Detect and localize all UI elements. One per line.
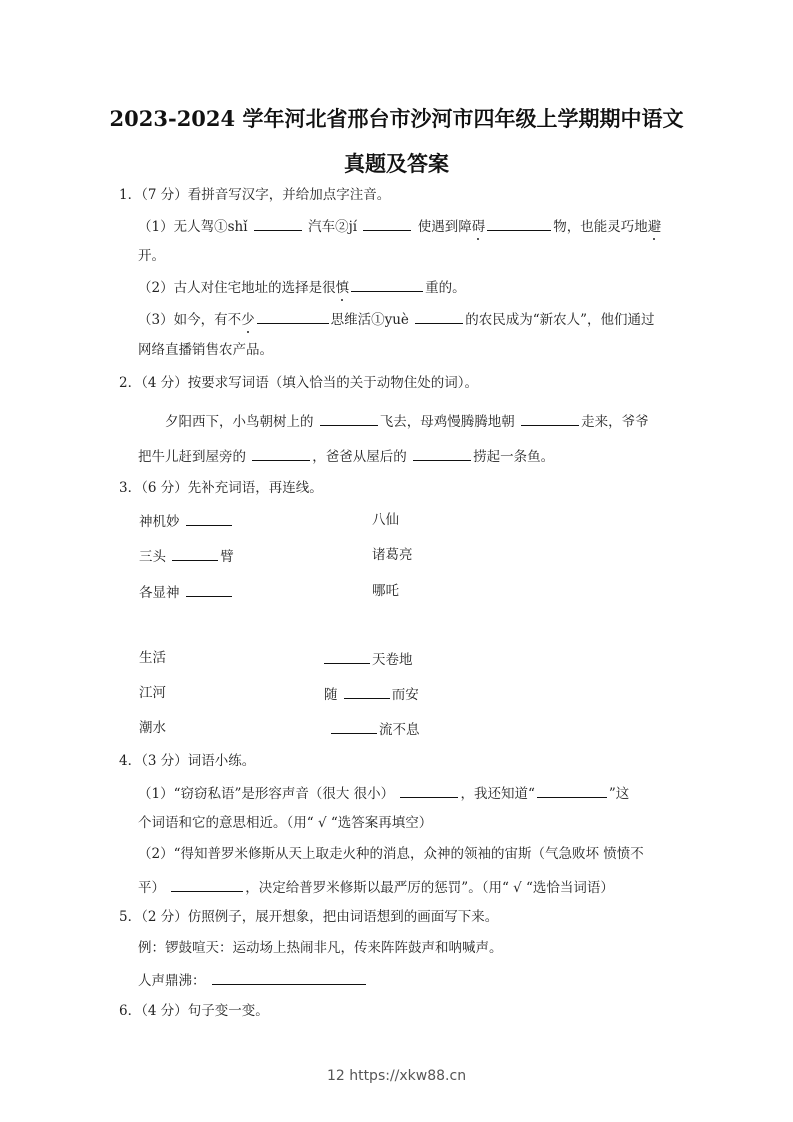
q1-sub3-text-c: 的农民成为“新农人”，他们通过	[465, 312, 655, 328]
q3-blank-5[interactable]	[344, 684, 390, 699]
q1-sub2-text-a: （2）古人对住宅地址的选择是很	[138, 280, 336, 296]
q4-sub1: （1）“窃窃私语”是形容声音（很大 很小） ，我还知道“ ”这	[138, 783, 629, 803]
q3-right-item-2: 诸葛亮	[372, 547, 413, 563]
q1-sub1	[138, 216, 661, 236]
q1-sub1-text-b: 汽车②jí	[308, 219, 358, 235]
q3-left2-item-2: 江河	[139, 685, 166, 701]
q2-text-c: 走来，爷爷	[581, 414, 649, 430]
q2-text-d: 把牛儿赶到屋旁的	[138, 449, 246, 465]
q4-blank-3[interactable]	[171, 877, 243, 892]
q1-sub3-cont: 网络直播销售农产品。	[138, 342, 273, 358]
q2-text-e: ，爸爸从屋后的	[312, 449, 407, 465]
q1-blank-6[interactable]	[415, 309, 463, 324]
q1-sub2-text-b: 重的。	[425, 280, 466, 296]
q1-sub1-text-c: 使遇到障	[417, 219, 472, 235]
q3-left-item-2: 三头 臂	[139, 546, 234, 566]
q3-blank-4[interactable]	[324, 649, 370, 664]
q4-blank-1[interactable]	[400, 783, 458, 798]
q1-sub1-cont: 开。	[138, 248, 165, 264]
document-title-line2: 真题及答案	[344, 151, 449, 176]
q2-text-b: 飞去，母鸡慢腾腾地朝	[379, 414, 515, 430]
q3-left2-item-3: 潮水	[139, 720, 166, 736]
q1-dotted-char-3: 慎	[335, 280, 350, 296]
q3-blank-1[interactable]	[186, 511, 232, 526]
q1-blank-4[interactable]	[351, 277, 423, 292]
q1-dotted-char-4: 少	[241, 312, 255, 328]
q2-para2	[138, 446, 554, 466]
q3-header: 3．（6 分）先补充词语，再连线。	[119, 480, 323, 496]
q3-right2-item-3: 流不息	[329, 719, 420, 739]
q1-sub3	[138, 309, 655, 329]
q2-para1	[165, 411, 649, 431]
q1-blank-5[interactable]	[257, 309, 329, 324]
q2-header: 2．（4 分）按要求写词语（填入恰当的关于动物住处的词）。	[119, 375, 478, 391]
q2-blank-3[interactable]	[252, 446, 310, 461]
q1-dotted-char-2: 避	[647, 219, 662, 235]
q3-blank-2[interactable]	[172, 546, 218, 561]
q3-left-item-3: 各显神	[139, 582, 234, 602]
document-title-line1: 2023-2024 学年河北省邢台市沙河市四年级上学期期中语文	[109, 106, 684, 131]
q3-right2-item-1: 天卷地	[322, 649, 413, 669]
q3-right-item-3: 哪吒	[372, 583, 399, 599]
q5-example: 例：锣鼓喧天：运动场上热闹非凡，传来阵阵鼓声和呐喊声。	[138, 940, 503, 956]
q1-sub1-text-d: 物，也能灵巧地	[553, 219, 648, 235]
q2-text-a: 夕阳西下，小鸟朝树上的	[165, 414, 314, 430]
q5-prompt: 人声鼎沸：	[138, 970, 368, 990]
q1-header: 1．（7 分）看拼音写汉字，并给加点字注音。	[119, 187, 391, 203]
q1-blank-3[interactable]	[487, 216, 551, 231]
q2-blank-4[interactable]	[413, 446, 471, 461]
q2-text-f: 捞起一条鱼。	[473, 449, 555, 465]
q3-left-item-1: 神机妙	[139, 511, 234, 531]
q2-blank-1[interactable]	[320, 411, 378, 426]
q4-sub2-cont: 平） ，决定给普罗米修斯以最严厉的惩罚”。（用“ √ “选恰当词语）	[138, 877, 614, 897]
q1-sub3-text-b: 思维活①yuè	[330, 312, 409, 328]
q1-sub3-text-a: （3）如今，有不	[138, 312, 242, 328]
q3-right-item-1: 八仙	[372, 512, 399, 528]
q5-answer-blank[interactable]	[212, 970, 366, 985]
page-footer: 12 https://xkw88.cn	[326, 1068, 467, 1084]
q1-sub1-text-a: （1）无人驾①shǐ	[138, 219, 248, 235]
q3-left2-item-1: 生活	[139, 650, 166, 666]
q1-sub2	[138, 277, 466, 297]
q4-blank-2[interactable]	[537, 783, 607, 798]
q3-blank-3[interactable]	[186, 582, 232, 597]
q4-sub2: （2）“得知普罗米修斯从天上取走火种的消息，众神的领袖的宙斯（气急败坏 愤愤不	[138, 846, 644, 862]
q4-sub1-cont: 个词语和它的意思相近。（用“ √ “选答案再填空）	[138, 815, 433, 831]
q3-right2-item-2: 随 而安	[324, 684, 419, 704]
q1-dotted-char-1: 碍	[471, 219, 486, 235]
q2-blank-2[interactable]	[521, 411, 579, 426]
q5-header: 5．（2 分）仿照例子，展开想象，把由词语想到的画面写下来。	[119, 909, 499, 925]
q6-header: 6．（4 分）句子变一变。	[119, 1003, 269, 1019]
q1-blank-1[interactable]	[254, 216, 302, 231]
q1-blank-2[interactable]	[363, 216, 411, 231]
q4-header: 4．（3 分）词语小练。	[119, 753, 256, 769]
q3-blank-6[interactable]	[331, 719, 377, 734]
